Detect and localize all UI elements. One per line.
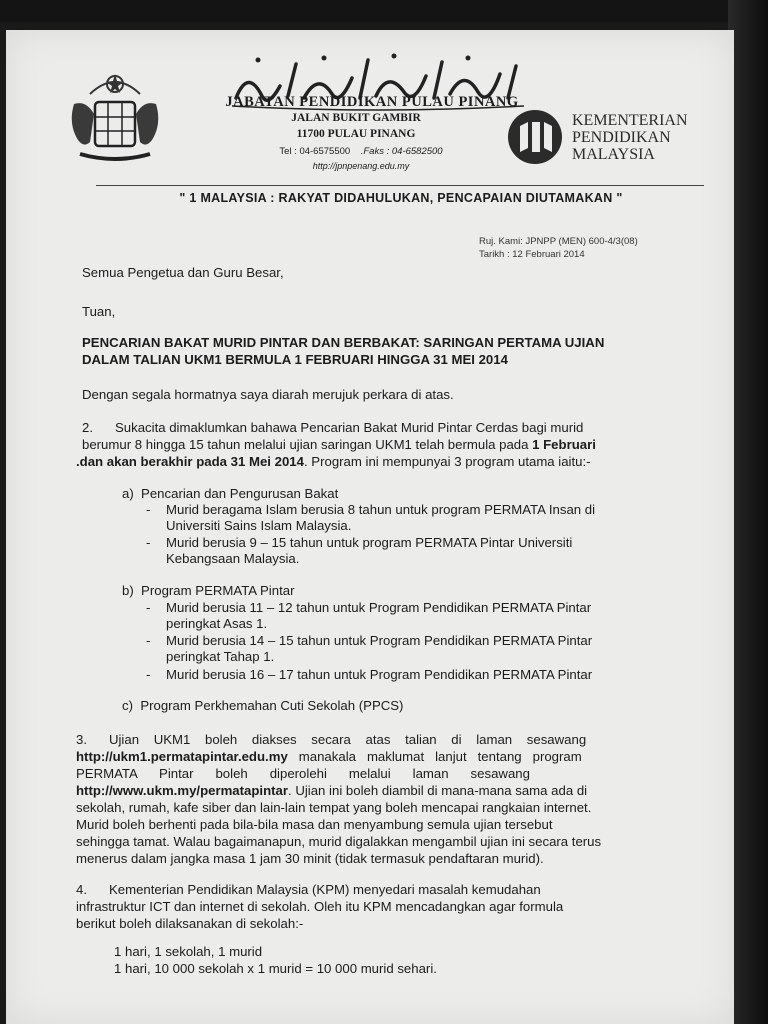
addressee: Semua Pengetua dan Guru Besar, (82, 265, 284, 280)
formula-line-1: 1 hari, 1 sekolah, 1 murid (114, 944, 263, 959)
program-a-item-1-line-2: Universiti Sains Islam Malaysia. (166, 518, 352, 533)
para3-line-2: http://ukm1.permatapintar.edu.my manakala maklumat lanjut tentang program (76, 749, 582, 764)
para3-line-1: 3. Ujian UKM1 boleh diakses secara atas talian di laman sesawang (76, 732, 587, 747)
para3-line-3: PERMATA Pintar boleh diperolehi melalui laman sesawang (76, 766, 530, 781)
ukm-permatapintar-url-link[interactable]: http://www.ukm.my/permatapintar (76, 783, 289, 798)
program-b-item-1-line-2: peringkat Asas 1. (166, 616, 268, 631)
contact-line (246, 146, 476, 157)
list-dash: - (146, 600, 151, 615)
list-dash: - (146, 633, 151, 648)
program-a-title: a) Pencarian dan Pengurusan Bakat (122, 486, 339, 501)
program-b-item-2-line-2: peringkat Tahap 1. (166, 649, 275, 664)
para2-line-2: berumur 8 hingga 15 tahun melalui ujian saringan UKM1 telah bermula pada 1 Februari (82, 437, 596, 452)
ministry-name-line-2: PENDIDIKAN (572, 129, 671, 146)
reference-number: Ruj. Kami: JPNPP (MEN) 600-4/3(08) (479, 236, 638, 247)
fax: .Faks : 04-6582500 (360, 146, 443, 157)
para3-line-6: Murid boleh berhenti pada bila-bila masa dan menyambung semula ujian tersebut (76, 817, 553, 832)
program-b-title: b) Program PERMATA Pintar (122, 583, 295, 598)
formula-line-2: 1 hari, 10 000 sekolah x 1 murid = 10 000 murid sehari. (114, 961, 437, 976)
motto: " 1 MALAYSIA : RAKYAT DIDAHULUKAN, PENCAPAIAN DIUTAMAKAN " (179, 191, 623, 205)
program-a-item-2-line-1: Murid berusia 9 – 15 tahun untuk program PERMATA Pintar Universiti (166, 535, 573, 550)
scan-border-right (728, 0, 768, 1024)
header-divider (96, 185, 704, 186)
list-dash: - (146, 667, 151, 682)
opening-sentence: Dengan segala hormatnya saya diarah merujuk perkara di atas. (82, 387, 454, 402)
malaysia-crest-icon (60, 64, 170, 174)
letter-page (6, 30, 734, 1024)
ukm1-url-link[interactable]: http://ukm1.permatapintar.edu.my (76, 749, 288, 764)
para2-line-3: .dan akan berakhir pada 31 Mei 2014. Program ini mempunyai 3 program utama iaitu:- (76, 454, 591, 469)
ministry-name-line-1: KEMENTERIAN (572, 112, 688, 129)
kpm-logo-icon (506, 108, 564, 166)
letter-date: Tarikh : 12 Februari 2014 (479, 249, 585, 260)
para4-line-3: berikut boleh dilaksanakan di sekolah:- (76, 916, 304, 931)
para3-line-4: http://www.ukm.my/permatapintar. Ujian ini boleh diambil di mana-mana sama ada di (76, 783, 588, 798)
para3-line-8: menerus dalam jangka masa 1 jam 30 minit (tidak termasuk pendaftaran murid). (76, 851, 544, 866)
para3-line-5: sekolah, rumah, kafe siber dan lain-lain tempat yang boleh mencapai rangkaian internet. (76, 800, 592, 815)
para2-line-1: 2. Sukacita dimaklumkan bahawa Pencarian Bakat Murid Pintar Cerdas bagi murid (82, 420, 584, 435)
website-text: http://jpnpenang.edu.my (312, 161, 410, 171)
department-name: JABATAN PENDIDIKAN PULAU PINANG (225, 94, 519, 110)
scan-border-top (0, 0, 768, 22)
para4-line-1: 4. Kementerian Pendidikan Malaysia (KPM) menyedari masalah kemudahan (76, 882, 541, 897)
salutation: Tuan, (82, 304, 116, 319)
list-dash: - (146, 535, 151, 550)
address-line-1: JALAN BUKIT GAMBIR (291, 112, 421, 124)
program-b-item-2-line-1: Murid berusia 14 – 15 tahun untuk Program Pendidikan PERMATA Pintar (166, 633, 593, 648)
subject-line-1: PENCARIAN BAKAT MURID PINTAR DAN BERBAKAT: SARINGAN PERTAMA UJIAN (82, 335, 605, 350)
para3-line-7: sehingga tamat. Walau bagaimanapun, murid digalakkan mengambil ujian ini secara terus (76, 834, 602, 849)
ministry-name-line-3: MALAYSIA (572, 146, 655, 163)
list-dash: - (146, 502, 151, 517)
telephone: Tel : 04-6575500 (279, 146, 351, 157)
program-a-item-2-line-2: Kebangsaan Malaysia. (166, 551, 300, 566)
program-b-item-1-line-1: Murid berusia 11 – 12 tahun untuk Program Pendidikan PERMATA Pintar (166, 600, 592, 615)
program-b-item-3-line-1: Murid berusia 16 – 17 tahun untuk Program Pendidikan PERMATA Pintar (166, 667, 593, 682)
program-a-item-1-line-1: Murid beragama Islam berusia 8 tahun untuk program PERMATA Insan di (166, 502, 596, 517)
subject-line-2: DALAM TALIAN UKM1 BERMULA 1 FEBRUARI HINGGA 31 MEI 2014 (82, 352, 508, 367)
para4-line-2: infrastruktur ICT dan internet di sekolah. Oleh itu KPM mencadangkan agar formula (76, 899, 564, 914)
program-c-title: c) Program Perkhemahan Cuti Sekolah (PPCS) (122, 698, 404, 713)
address-line-2: 11700 PULAU PINANG (296, 128, 416, 140)
